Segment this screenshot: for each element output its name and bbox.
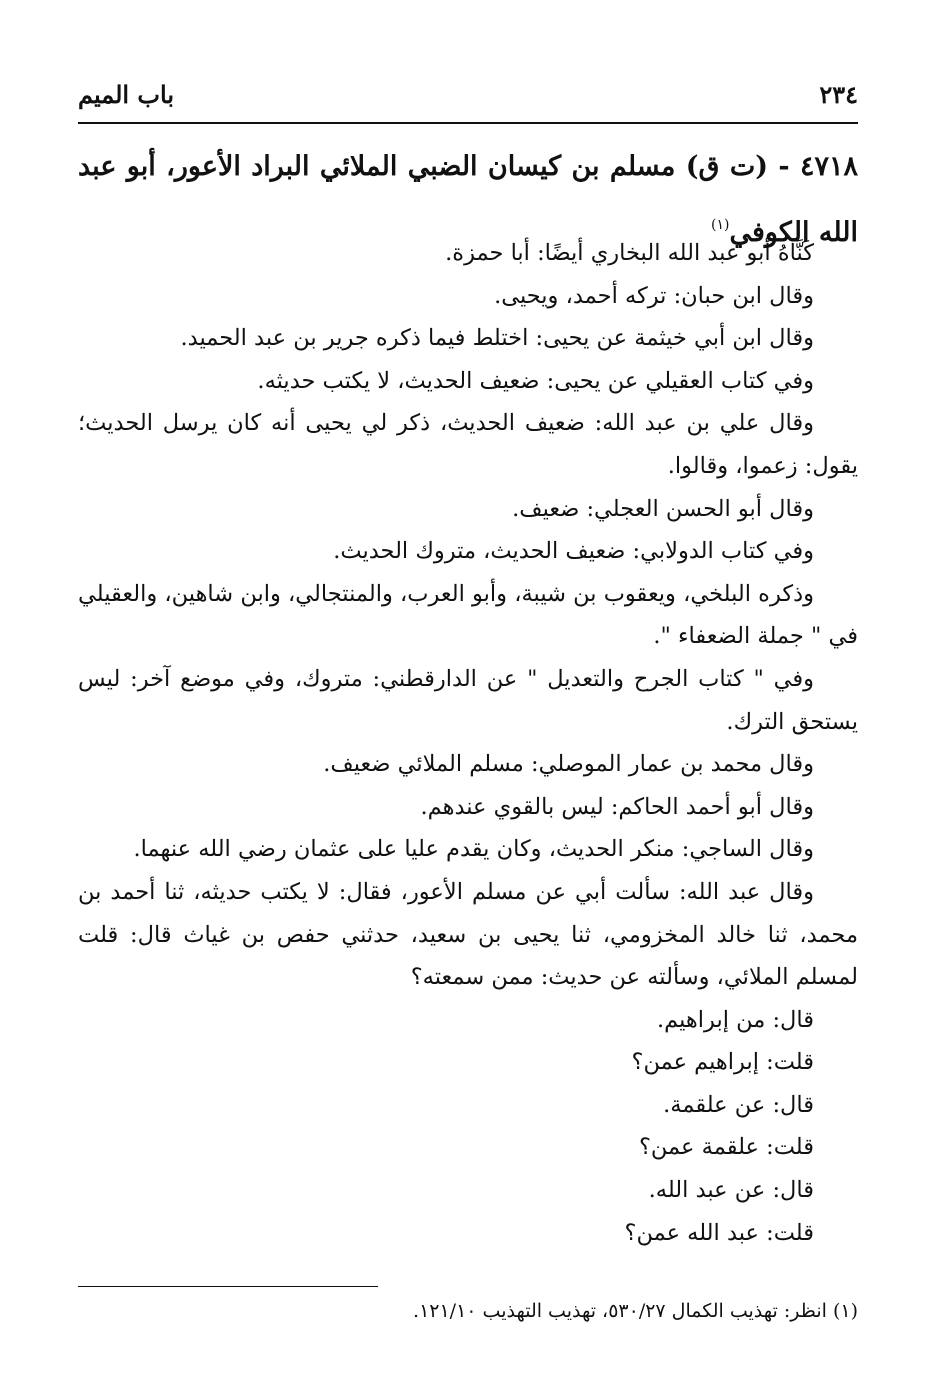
book-page: [78, 0, 858, 1376]
page-number: ٢٣٤: [819, 80, 858, 109]
paragraph: وقال الساجي: منكر الحديث، وكان يقدم عليا على عثمان رضي الله عنهما.: [133, 836, 814, 863]
paragraph: وقال عبد الله: سألت أبي عن مسلم الأعور، فقال: لا يكتب حديثه، ثنا أحمد بن محمد، ثنا خالد المخزومي، ثنا يحيى بن سعيد، حدثني حفص بن غياث قال: قلت لمسلم الملائي، وسألته عن حديث: ممن سمعته؟: [78, 878, 858, 991]
paragraph: وقال ابن أبي خيثمة عن يحيى: اختلط فيما ذكره جرير بن عبد الحميد.: [180, 325, 814, 352]
paragraph: وذكره البلخي، ويعقوب بن شيبة، وأبو العرب، والمنتجالي، وابن شاهين، والعقيلي في " جملة الضعفاء ".: [78, 580, 858, 650]
running-section-title: باب الميم: [78, 80, 175, 109]
paragraph: وقال محمد بن عمار الموصلي: مسلم الملائي ضعيف.: [323, 751, 814, 778]
paragraph: وقال أبو أحمد الحاكم: ليس بالقوي عندهم.: [420, 793, 814, 820]
dialogue-line: قال: عن علقمة.: [663, 1091, 814, 1118]
paragraph: وفي كتاب العقيلي عن يحيى: ضعيف الحديث، لا يكتب حديثه.: [257, 367, 814, 394]
dialogue-line: قال: من إبراهيم.: [657, 1006, 814, 1033]
paragraph: وقال ابن حبان: تركه أحمد، ويحيى.: [494, 282, 814, 309]
entry-body: [78, 232, 858, 1254]
paragraph: وقال علي بن عبد الله: ضعيف الحديث، ذكر لي يحيى أنه كان يرسل الحديث؛ يقول: زعموا، وقالوا.: [78, 410, 858, 479]
paragraph: كَنَّاهُ أبو عبد الله البخاري أيضًا: أبا حمزة.: [445, 240, 814, 266]
dialogue-line: قلت: علقمة عمن؟: [638, 1134, 814, 1161]
header-rule: [78, 122, 858, 124]
paragraph: وفي " كتاب الجرح والتعديل " عن الدارقطني: متروك، وفي موضع آخر: ليس يستحق الترك.: [78, 665, 858, 735]
paragraph: وقال أبو الحسن العجلي: ضعيف.: [512, 495, 814, 522]
paragraph: وفي كتاب الدولابي: ضعيف الحديث، متروك الحديث.: [333, 538, 814, 565]
footnote: (١) انظر: تهذيب الكمال ٥٣٠/٢٧، تهذيب التهذيب ١٢١/١٠.: [413, 1300, 858, 1322]
footnote-marker: (١): [710, 217, 730, 233]
dialogue-line: قال: عن عبد الله.: [648, 1177, 814, 1204]
page-header: [78, 80, 858, 120]
entry-title-text: ٤٧١٨ - (ت ق) مسلم بن كيسان الضبي الملائي البراد الأعور، أبو عبد الله الكوفي: [78, 151, 858, 248]
footnote-rule: [78, 1286, 378, 1287]
dialogue-line: قلت: عبد الله عمن؟: [624, 1219, 814, 1246]
dialogue-line: قلت: إبراهيم عمن؟: [631, 1049, 814, 1076]
